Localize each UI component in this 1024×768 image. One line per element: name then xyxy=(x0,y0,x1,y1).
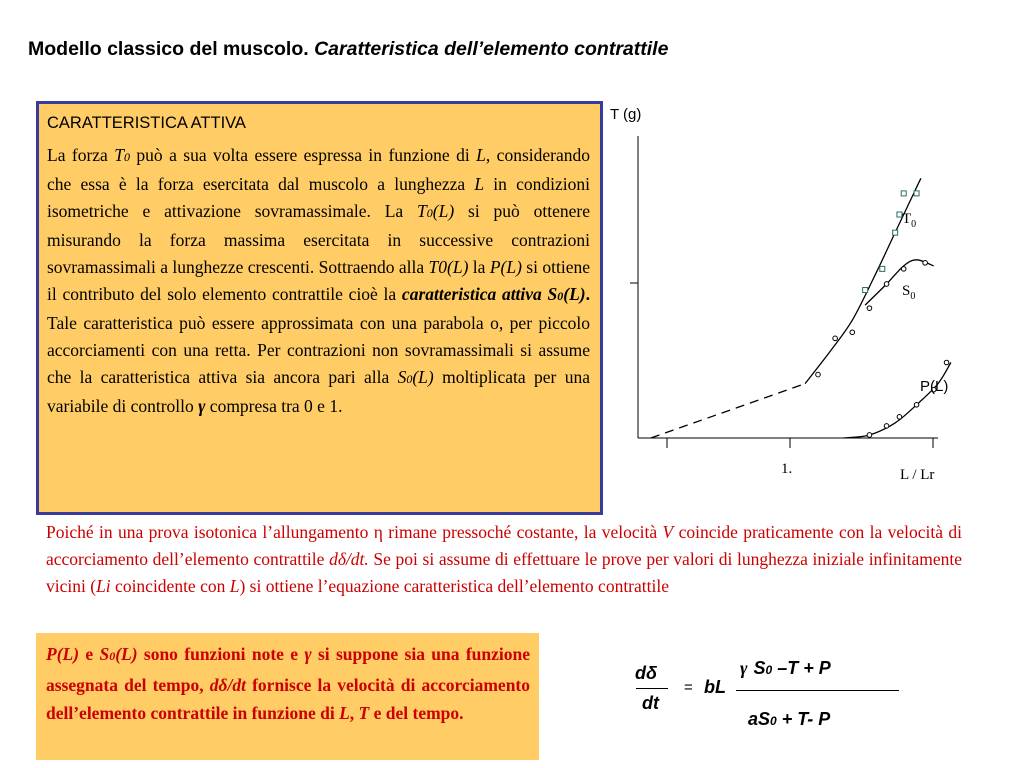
text-run: , xyxy=(349,703,359,723)
data-point-s0 xyxy=(816,372,821,377)
data-point-s0 xyxy=(901,267,906,272)
symbol-S0L: S0(L) xyxy=(99,644,138,664)
box-paragraph xyxy=(47,142,590,420)
series-line-p-l xyxy=(844,363,951,439)
active-characteristic-box xyxy=(36,101,603,515)
text-run: si suppone sia una funzione assegnata del tempo, xyxy=(46,644,530,695)
data-point-p-l xyxy=(944,360,949,365)
symbol-L: L xyxy=(474,174,485,194)
text-run: può a sua volta essere espressa in funzione di xyxy=(130,145,477,165)
lhs-numerator: dδ xyxy=(635,663,657,683)
symbol-T: T xyxy=(358,703,370,723)
text-run: Se poi si assume di effettuare le prove per valori di lunghezza iniziale infinitamente vicini ( xyxy=(46,549,962,596)
data-point-s0 xyxy=(884,282,889,287)
data-point-t0 xyxy=(893,230,898,235)
symbol-L: L xyxy=(339,703,350,723)
title-italic: Caratteristica dell’elemento contrattile xyxy=(314,38,669,60)
symbol-T0L-plain: T0(L) xyxy=(428,257,469,277)
data-point-s0 xyxy=(833,336,838,341)
data-point-p-l xyxy=(867,433,872,438)
rhs-denominator: aS0 + T- P xyxy=(748,709,831,729)
data-point-s0 xyxy=(867,306,872,311)
data-point-p-l xyxy=(897,415,902,420)
factor-bL: bL xyxy=(704,677,726,697)
symbol-V: V xyxy=(662,522,674,542)
symbol-T0L: T0(L) xyxy=(417,201,455,221)
slide-title xyxy=(28,38,668,61)
symbol-ddt: dδ/dt. xyxy=(329,549,369,569)
lhs-denominator: dt xyxy=(642,693,659,713)
symbol-gamma: γ xyxy=(740,658,748,678)
series-label-T0: $T_0$ xyxy=(902,211,917,230)
text-run: compresa tra 0 e 1. xyxy=(205,396,343,416)
text-run: sono funzioni note e xyxy=(137,644,305,664)
data-point-t0 xyxy=(880,266,885,271)
box-heading: CARATTERISTICA ATTIVA xyxy=(47,114,246,132)
isotonic-paragraph xyxy=(46,519,962,600)
data-point-s0 xyxy=(850,330,855,335)
text-run: coincide praticamente con la velocità di accorciamento dell’elemento contrattile xyxy=(46,522,962,569)
symbol-L: L xyxy=(229,576,240,596)
length-tension-chart xyxy=(600,98,970,493)
series-label-S0: $S_0$ xyxy=(902,283,916,302)
data-point-t0 xyxy=(914,191,919,196)
series-line-t0 xyxy=(805,178,921,383)
y-axis-label: T (g) xyxy=(610,106,642,123)
lhs-fraction-bar xyxy=(636,688,668,689)
data-point-s0 xyxy=(923,261,928,266)
text-run: La forza xyxy=(47,145,115,165)
symbol-gamma: γ xyxy=(304,644,312,664)
text-run: e xyxy=(79,644,100,664)
equals-sign: = xyxy=(684,679,693,696)
text-run: si ottiene il contributo del solo elemento contrattile cioè la xyxy=(47,257,590,304)
symbol-S0L: S0(L) xyxy=(397,367,434,387)
text-run: rimane pressoché costante, la velocità xyxy=(382,522,663,542)
symbol-ddt: dδ/dt xyxy=(209,674,246,695)
symbol-eta: η xyxy=(373,522,383,542)
text-run: ) si ottiene l’equazione caratteristica dell’elemento contrattile xyxy=(239,576,669,596)
series-line-s0 xyxy=(865,260,934,305)
symbol-Li: Li xyxy=(96,576,111,596)
axes xyxy=(630,136,938,448)
symbol-L: L xyxy=(476,145,486,165)
extrapolation-dashed-line xyxy=(651,384,805,438)
text-run: moltiplicata per una variabile di controllo xyxy=(47,367,590,416)
text-run: si può ottenere misurando la forza massima esercitata in successive contrazioni sovramassimali a lunghezze crescenti. Sottraendo alla xyxy=(47,201,591,277)
bold-phrase: caratteristica attiva S0(L). xyxy=(401,284,590,304)
x-axis-label: L / Lr xyxy=(900,467,935,483)
text-run: , considerando che essa è la forza esercitata dal muscolo a lunghezza xyxy=(47,145,590,194)
x-tick-label: 1. xyxy=(781,461,793,477)
rhs-fraction-bar xyxy=(736,690,899,691)
rhs-numerator: γ S0 –T + P xyxy=(740,658,831,678)
data-point-p-l xyxy=(914,402,919,407)
text-run: e del tempo. xyxy=(369,703,464,723)
series-label-PL: P(L) xyxy=(920,378,949,395)
text-run: coincidente con xyxy=(110,576,230,596)
characteristic-equation xyxy=(620,650,920,750)
symbol-T0: T0 xyxy=(114,145,130,165)
box-paragraph xyxy=(46,640,530,728)
data-point-p-l xyxy=(884,424,889,429)
text-run: in condizioni isometriche e attivazione sovramassimale. La xyxy=(47,174,591,221)
data-point-t0 xyxy=(863,288,868,293)
symbol-PL: P(L) xyxy=(489,257,522,277)
text-run: la xyxy=(468,257,490,277)
text-run: Poiché in una prova isotonica l’allungamento xyxy=(46,522,374,542)
symbol-gamma: γ xyxy=(198,396,206,416)
title-bold: Modello classico del muscolo. xyxy=(28,38,315,60)
text-run: fornisce la velocità di accorciamento dell’elemento contrattile in funzione di xyxy=(46,674,531,723)
text-run: Tale caratteristica può essere approssimata con una parabola o, per piccolo accorciamenti con una retta. Per contrazioni non sovramassimali si assume che la caratteristica attiva sia ancora pari alla xyxy=(47,313,590,387)
known-functions-box xyxy=(36,633,539,760)
data-point-t0 xyxy=(901,191,906,196)
symbol-PL: P(L) xyxy=(46,644,80,664)
